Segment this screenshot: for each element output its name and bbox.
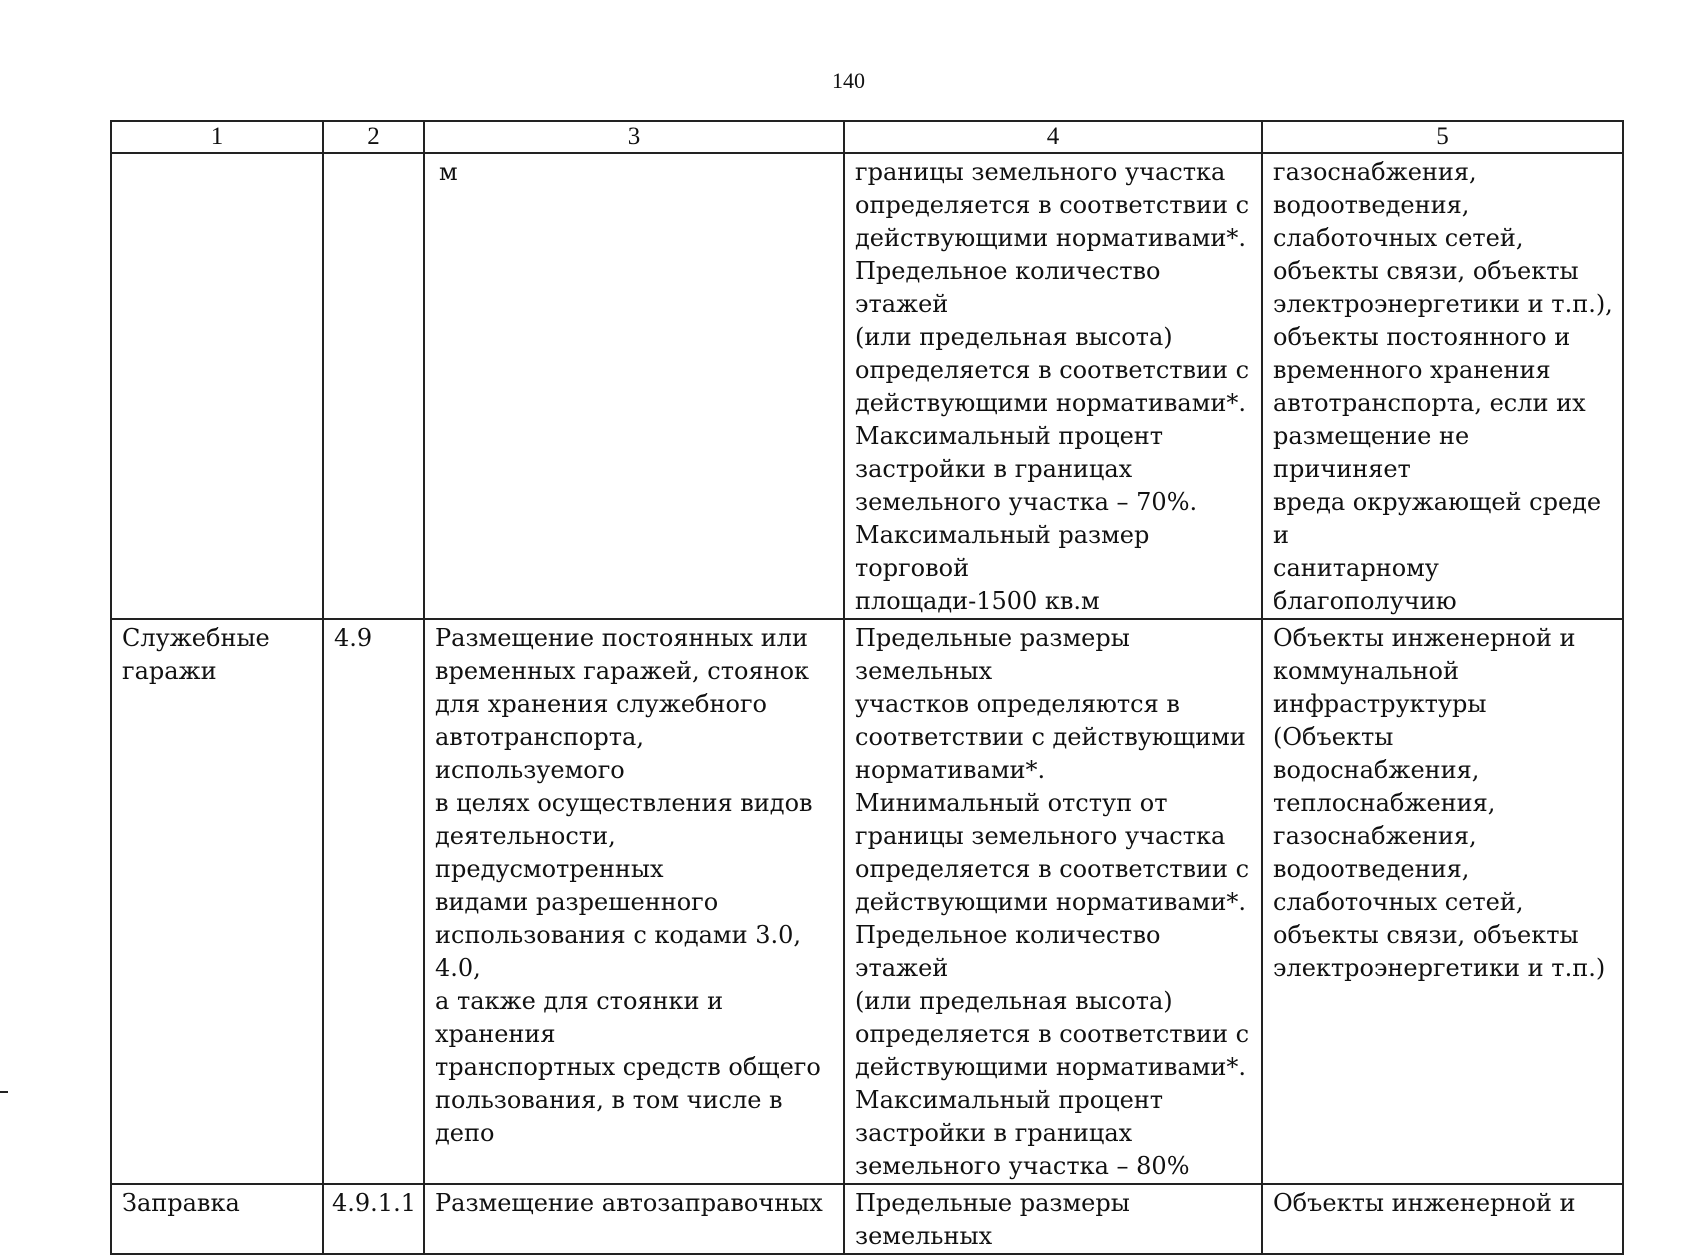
auxiliary-uses-cell: Объекты инженерной и bbox=[1262, 1184, 1623, 1254]
use-description-cell: Размещение автозаправочных bbox=[424, 1184, 844, 1254]
parameters-cell: границы земельного участка определяется в соответствии с действующими нормативами*. Предельное количество этажей (или предельная высота) определяется в соответствии с действующими нормативами*. Максимальный процент застройки в границах земельного участка – 70%. Максимальный размер торговой площади-1500 кв.м bbox=[844, 153, 1262, 619]
table-header-row bbox=[111, 121, 1623, 153]
parameters-cell: Предельные размеры земельных bbox=[844, 1184, 1262, 1254]
use-name-cell bbox=[111, 153, 323, 619]
use-code-cell: 4.9 bbox=[323, 619, 424, 1184]
use-code-cell: 4.9.1.1 bbox=[323, 1184, 424, 1254]
column-header: 2 bbox=[323, 121, 424, 153]
column-header: 4 bbox=[844, 121, 1262, 153]
use-description-cell: Размещение постоянных или временных гаражей, стоянок для хранения служебного автотранспорта, используемого в целях осуществления видов деятельности, предусмотренных видами разрешенного использования с кодами 3.0, 4.0, а также для стоянки и хранения транспортных средств общего пользования, в том числе в депо bbox=[424, 619, 844, 1184]
table-row bbox=[111, 1184, 1623, 1254]
auxiliary-uses-cell: Объекты инженерной и коммунальной инфраструктуры (Объекты водоснабжения, теплоснабжения, газоснабжения, водоотведения, слаботочных сетей, объекты связи, объекты электроэнергетики и т.п.) bbox=[1262, 619, 1623, 1184]
parameters-cell: Предельные размеры земельных участков определяются в соответствии с действующими нормативами*. Минимальный отступ от границы земельного участка определяется в соответствии с действующими нормативами*. Предельное количество этажей (или предельная высота) определяется в соответствии с действующими нормативами*. Максимальный процент застройки в границах земельного участка – 80% bbox=[844, 619, 1262, 1184]
page-number: 140 bbox=[832, 68, 865, 93]
column-header: 5 bbox=[1262, 121, 1623, 153]
use-name-cell: Служебные гаражи bbox=[111, 619, 323, 1184]
column-header: 3 bbox=[424, 121, 844, 153]
use-code-cell bbox=[323, 153, 424, 619]
column-header: 1 bbox=[111, 121, 323, 153]
table-row bbox=[111, 153, 1623, 619]
use-description-cell: м bbox=[424, 153, 844, 619]
table-row bbox=[111, 619, 1623, 1184]
auxiliary-uses-cell: газоснабжения, водоотведения, слаботочных сетей, объекты связи, объекты электроэнергетики и т.п.), объекты постоянного и временного хранения автотранспорта, если их размещение не причиняет вреда окружающей среде и санитарному благополучию bbox=[1262, 153, 1623, 619]
use-name-cell: Заправка bbox=[111, 1184, 323, 1254]
margin-mark bbox=[0, 1091, 8, 1093]
zoning-table bbox=[110, 120, 1624, 1255]
